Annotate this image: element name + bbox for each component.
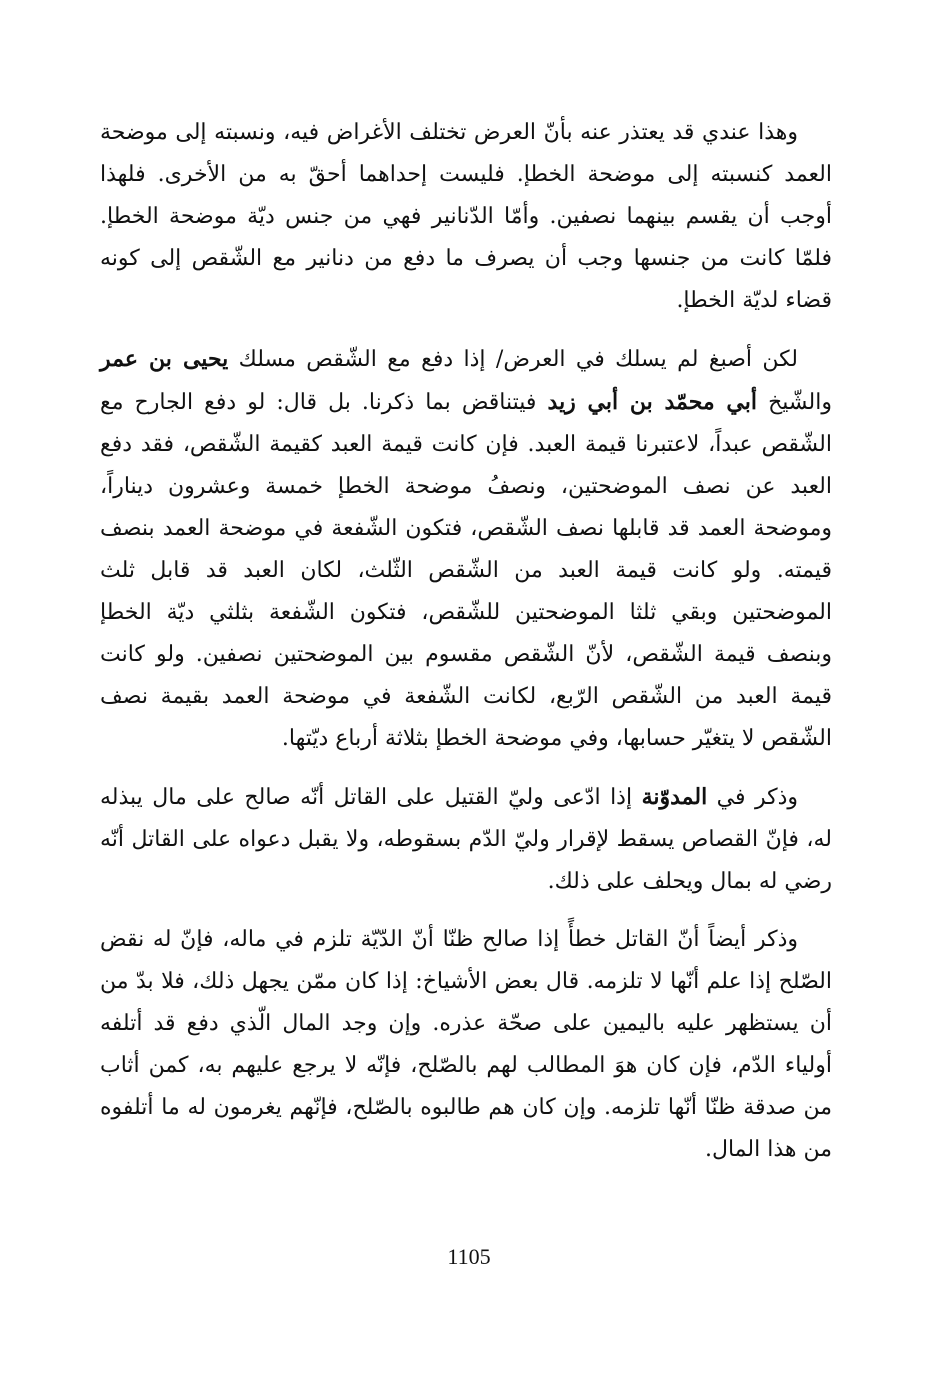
- paragraph-1-line-2: موضحة العمد كنسبته إلى موضحة الخطإ. فليست إحداهما أحقّ به من: [100, 120, 832, 187]
- paragraph-1-line-3: الأخرى. فلهذا أوجب أن يقسم بينهما نصفين. وأمّا الدّنانير فهي من جنس ديّة: [100, 162, 832, 229]
- paragraph-1-line-4: موضحة الخطإ. فلمّا كانت من جنسها وجب أن يصرف ما دفع من دنانير مع: [100, 204, 833, 271]
- paragraph-2-text: لكن أصبغ لم يسلك في العرض/ إذا دفع مع الشّقص مسلك: [228, 347, 798, 372]
- page-number: 1105: [447, 1244, 491, 1269]
- book-title-al-mudawwana: المدوّنة: [641, 784, 708, 810]
- person-name-yahya-ibn-umar: يحيى بن عمر: [100, 346, 229, 372]
- paragraph-2-text: والشّيخ: [757, 390, 832, 415]
- paragraph-3-text: وذكر في: [707, 785, 799, 810]
- paragraph-2-text: فيتناقض بما ذكرنا. بل قال: لو دفع الجارح مع الشّقص عبداً، لاعتبرنا قيمة العبد. فإن كانت قيمة العبد كقيمة الشّقص، فقد دفع العبد عن نصف الموضحتين، ونصفُ موضحة الخطإ خمسة وعشرون ديناراً، وموضحة العمد قد قابلها نصف الشّقص، فتكون الشّفعة في موضحة العمد بنصف قيمته. ولو كانت قيمة العبد من الشّقص الثّلث، لكان العبد قد قابل ثلث الموضحتين وبقي ثلثا الموضحتين للشّقص، فتكون الشّفعة بثلثي ديّة الخطإ وبنصف قيمة الشّقص، لأنّ الشّقص مقسوم بين الموضحتين نصفين. ولو كانت قيمة العبد من الشّقص الرّبع، لكانت الشّفعة في موضحة العمد بقيمة نصف الشّقص لا يتغيّر حسابها، وفي موضحة الخطإ بثلاثة أرباع ديّتها.: [100, 390, 832, 751]
- paragraph-4: وذكر أيضاً أنّ القاتل خطأً إذا صالح ظنّا أنّ الدّيّة تلزم في ماله، فإنّ له نقض الصّلح إذا علم أنّها لا تلزمه. قال بعض الأشياخ: إذا كان ممّن يجهل ذلك، فلا بدّ من أن يستظهر عليه باليمين على صحّة عذره. وإن وجد المال الّذي دفع قد أتلفه أولياء الدّم، فإن كان هوَ المطالب لهم بالصّلح، فإنّه لا يرجع عليهم به، كمن أثاب من صدقة ظنّا أنّها تلزمه. وإن كان هم طالبوه بالصّلح، فإنّهم يغرمون له ما أتلفوه من هذا المال.: [100, 927, 832, 1162]
- page-body: [100, 112, 832, 1171]
- paragraph-2: [100, 338, 832, 760]
- paragraph-3: [100, 776, 832, 903]
- person-name-abu-muhammad-ibn-abi-zayd: أبي محمّد بن أبي زيد: [547, 389, 758, 415]
- paragraph-1-line-1: وهذا عندي قد يعتذر عنه بأنّ العرض تختلف الأغراض فيه، ونسبته إلى: [175, 120, 798, 145]
- paragraph-1: [100, 112, 832, 322]
- paragraph-1-line-5: الشّقص إلى كونه قضاء لديّة الخطإ.: [100, 246, 832, 313]
- paragraph-3-text: إذا ادّعى وليّ القتيل على القاتل أنّه صالح على مال يبذله له، فإنّ القصاص يسقط لإقرار وليّ الدّم بسقوطه، ولا يقبل دعواه على القاتل أنّه رضي له بمال ويحلف على ذلك.: [100, 785, 832, 894]
